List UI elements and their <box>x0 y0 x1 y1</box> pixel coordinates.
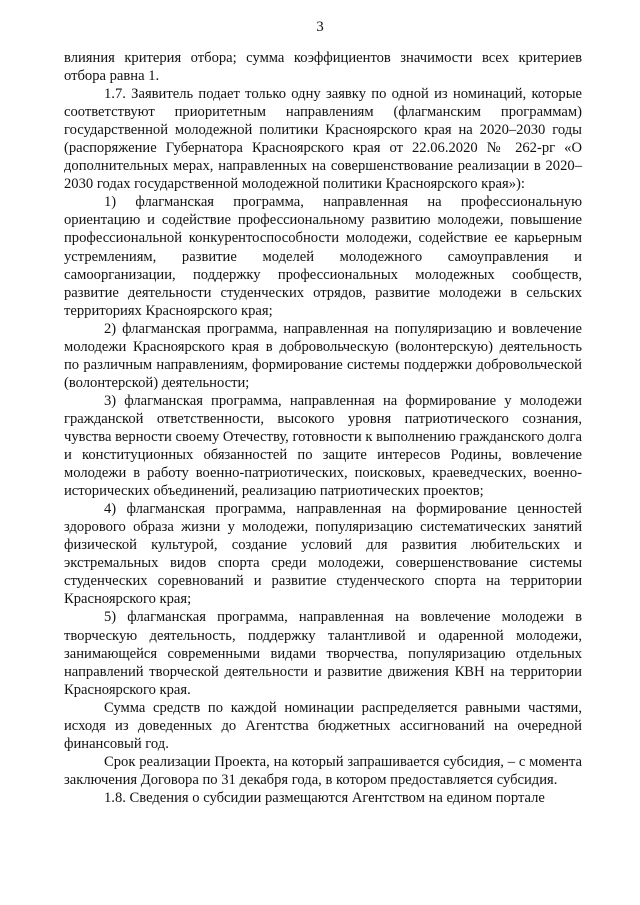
list-item-4: 4) флагманская программа, направленная на формирование ценностей здорового образа жизни у молодежи, популяризацию систематических занятий физической культурой, создание условий для развития любительских и экстремальных видов спорта среди молодежи, совершенствование системы студенческих соревнований и развитие студенческого спорта на территории Красноярского края; <box>64 501 582 608</box>
list-item-5: 5) флагманская программа, направленная на вовлечение молодежи в творческую деятельность, поддержку талантливой и одаренной молодежи, занимающейся современными видами творчества, популяризацию отдельных направлений творческой деятельности и развитие движения КВН на территории Красноярского края. <box>64 609 582 698</box>
list-item-2: 2) флагманская программа, направленная на популяризацию и вовлечение молодежи Красноярского края в добровольческую (волонтерскую) деятельность по различным направлениям, формирование системы поддержки добровольческой (волонтерской) деятельности; <box>64 320 582 391</box>
document-body <box>64 49 582 807</box>
list-item-1: 1) флагманская программа, направленная на профессиональную ориентацию и содействие профессиональному развитию молодежи, повышение профессиональной конкурентоспособности молодежи, содействие ее карьерным устремлениям, развитие моделей молодежного самоуправления и самоорганизации, поддержку профессиональных молодежных сообществ, развитие деятельности студенческих отрядов, развитие молодежи в сельских территориях Красноярского края; <box>64 194 582 319</box>
list-item-3: 3) флагманская программа, направленная на формирование у молодежи гражданской ответственности, высокого уровня патриотического сознания, чувства верности своему Отечеству, готовности к выполнению гражданского долга и конституционных обязанностей по защите интересов Родины, вовлечение молодежи в работу военно-патриотических, поисковых, краеведческих, военно-исторических объединений, реализацию патриотических проектов; <box>64 392 582 500</box>
paragraph-continuation: влияния критерия отбора; сумма коэффициентов значимости всех критериев отбора равна 1. <box>64 50 582 85</box>
paragraph-clause-1-7: 1.7. Заявитель подает только одну заявку по одной из номинаций, которые соответствуют приоритетным направлениям (флагманским программам) государственной молодежной политики Красноярского края на 2020–2030 годы (распоряжение Губернатора Красноярского края от 22.06.2020 № 262-рг «О дополнительных мерах, направленных на совершенствование реализации в 2020–2030 годах государственной молодежной политики Красноярского края»): <box>64 86 582 193</box>
page-number: 3 <box>316 19 324 35</box>
paragraph-funds-distribution: Сумма средств по каждой номинации распределяется равными частями, исходя из доведенных до Агентства бюджетных ассигнований на очередной финансовый год. <box>64 699 582 752</box>
paragraph-project-term: Срок реализации Проекта, на который запрашивается субсидия, – с момента заключения Договора по 31 декабря года, в котором предоставляется субсидия. <box>64 753 582 788</box>
paragraph-clause-1-8: 1.8. Сведения о субсидии размещаются Агентством на едином портале <box>104 789 545 806</box>
